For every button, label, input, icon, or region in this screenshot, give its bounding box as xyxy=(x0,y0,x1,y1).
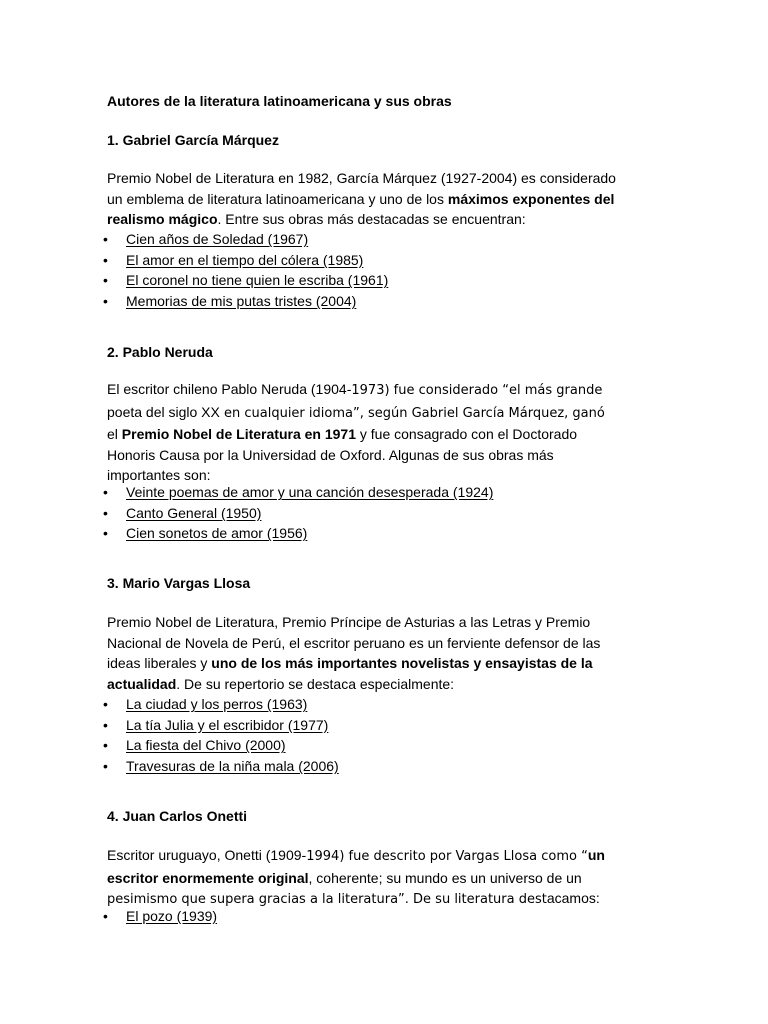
paragraph-bold-text: uno de los más importantes novelistas y ensayistas de la xyxy=(211,655,593,672)
paragraph-text: en cualquier idioma”, según Gabriel García Márquez, ganó xyxy=(219,405,605,421)
work-link[interactable]: El pozo (1939) xyxy=(126,908,218,924)
list-item xyxy=(107,229,388,250)
paragraph-text: importantes son: xyxy=(107,467,211,484)
works-list-onetti xyxy=(107,906,217,927)
work-link[interactable]: Cien sonetos de amor (1956) xyxy=(126,525,308,542)
paragraph-text: Premio Nobel de Literatura en 1982, García Márquez (1927-2004) es considerado xyxy=(107,170,616,186)
work-link[interactable]: Veinte poemas de amor y una canción desesperada (1924) xyxy=(126,484,494,500)
works-list-garcia-marquez xyxy=(107,229,388,312)
paragraph-text: Nacional de Novela de Perú, el escritor peruano es un ferviente defensor de las xyxy=(107,634,601,651)
list-item xyxy=(107,715,339,736)
paragraph-bold-text: máximos exponentes del xyxy=(447,190,615,207)
paragraph-bold-text: realismo mágico xyxy=(107,211,218,228)
list-item xyxy=(107,756,339,777)
paragraph-text: . De su repertorio se destaca especialmente: xyxy=(176,675,455,692)
list-item xyxy=(107,270,388,291)
paragraph-text: el xyxy=(107,426,122,443)
paragraph-text: un emblema de literatura latinoamericana y uno de los xyxy=(107,190,448,207)
paragraph-bold-text: Premio Nobel de Literatura en 1971 xyxy=(121,426,356,443)
paragraph-text: y fue consagrado con el Doctorado xyxy=(356,426,578,443)
section-paragraph-onetti xyxy=(107,845,667,911)
paragraph-text: , coherente; su mundo es un universo de un xyxy=(308,869,582,886)
paragraph-bold-text: actualidad xyxy=(107,675,177,692)
work-link[interactable]: La fiesta del Chivo (2000) xyxy=(126,737,286,754)
work-link[interactable]: Cien años de Soledad (1967) xyxy=(126,231,309,247)
list-item xyxy=(107,291,388,312)
paragraph-text: Escritor uruguayo, Onetti (1909 xyxy=(107,847,302,863)
work-link[interactable]: La tía Julia y el escribidor (1977) xyxy=(126,716,329,733)
work-link[interactable]: El coronel no tiene quien le escriba (1961) xyxy=(126,272,389,289)
section-heading-neruda: 2. Pablo Neruda xyxy=(107,344,213,360)
paragraph-bold-text: un xyxy=(587,847,605,863)
work-link[interactable]: El amor en el tiempo del cólera (1985) xyxy=(126,251,364,268)
list-item xyxy=(107,735,339,756)
section-paragraph-vargas-llosa xyxy=(107,612,667,694)
paragraph-bold-text: escritor enormemente original xyxy=(107,869,309,886)
paragraph-text: -1994) fue descrito por Vargas Llosa como “ xyxy=(301,849,588,864)
work-link[interactable]: La ciudad y los perros (1963) xyxy=(126,696,308,712)
section-heading-garcia-marquez: 1. Gabriel García Márquez xyxy=(107,132,279,148)
list-item xyxy=(107,250,388,271)
work-link[interactable]: Canto General (1950) xyxy=(126,504,262,521)
section-heading-onetti: 4. Juan Carlos Onetti xyxy=(107,808,248,824)
list-item xyxy=(107,694,339,715)
section-paragraph-neruda xyxy=(107,379,667,486)
paragraph-text: El escritor chileno Pablo Neruda (1904 xyxy=(107,381,347,397)
work-link[interactable]: Memorias de mis putas tristes (2004) xyxy=(126,293,357,310)
paragraph-text: acamos: xyxy=(546,890,600,907)
works-list-neruda xyxy=(107,482,493,544)
list-item xyxy=(107,482,493,503)
list-item xyxy=(107,503,493,524)
list-item xyxy=(107,523,493,544)
section-paragraph-garcia-marquez xyxy=(107,168,667,230)
paragraph-text: Premio Nobel de Literatura, Premio Príncipe de Asturias a las Letras y Premio xyxy=(107,614,591,630)
paragraph-text: poeta del siglo XX xyxy=(107,403,220,420)
work-link[interactable]: Travesuras de la niña mala (2006) xyxy=(126,758,339,775)
section-heading-vargas-llosa: 3. Mario Vargas Llosa xyxy=(107,575,251,591)
works-list-vargas-llosa xyxy=(107,694,339,777)
list-item xyxy=(107,906,217,927)
paragraph-text: -1973) fue considerado “el más grande xyxy=(346,383,603,398)
document-title: Autores de la literatura latinoamericana y sus obras xyxy=(107,93,452,109)
paragraph-text: . Entre sus obras más destacadas se encuentran: xyxy=(217,211,526,228)
paragraph-text: pesimismo que supera gracias a la literatura”. De su literatura dest xyxy=(107,892,547,908)
paragraph-text: Honoris Causa por la Universidad de Oxford. Algunas de sus obras más xyxy=(107,446,554,463)
paragraph-text: ideas liberales y xyxy=(107,655,212,672)
